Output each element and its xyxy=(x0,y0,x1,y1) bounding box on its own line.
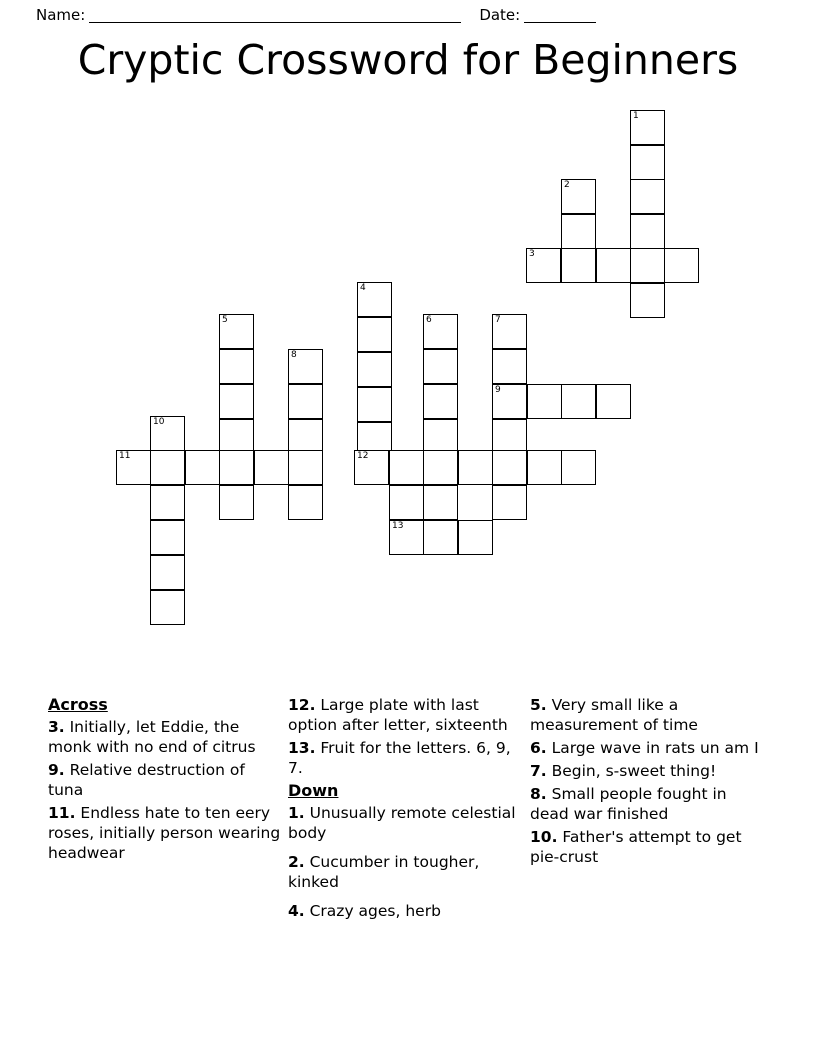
grid-cell[interactable] xyxy=(492,485,527,520)
clue-text: Relative destruction of tuna xyxy=(48,761,245,799)
clue-number: 6. xyxy=(530,739,547,757)
grid-cell[interactable] xyxy=(527,450,562,485)
grid-cell[interactable] xyxy=(423,450,458,485)
clue-number: 2. xyxy=(288,853,305,871)
grid-cell[interactable] xyxy=(492,419,527,454)
clue-text: Initially, let Eddie, the monk with no end of citrus xyxy=(48,718,256,756)
clue-number: 8. xyxy=(530,785,547,803)
grid-cell[interactable] xyxy=(630,248,665,283)
clue-number: 5. xyxy=(530,696,547,714)
clue-text: Very small like a measurement of time xyxy=(530,696,698,734)
grid-cell[interactable] xyxy=(219,349,254,384)
clues-section xyxy=(0,695,816,995)
grid-cell[interactable] xyxy=(526,248,561,283)
grid-cell[interactable] xyxy=(423,314,458,349)
clue-down-4 xyxy=(288,901,518,921)
grid-cell-number: 1 xyxy=(633,111,639,121)
grid-cell[interactable] xyxy=(630,283,665,318)
grid-cell-number: 6 xyxy=(426,315,432,325)
grid-cell-number: 5 xyxy=(222,315,228,325)
grid-cell[interactable] xyxy=(357,352,392,387)
clue-text: Large plate with last option after letter, sixteenth xyxy=(288,696,508,734)
clue-down-1 xyxy=(288,803,518,843)
clue-text: Endless hate to ten eery roses, initially person wearing headwear xyxy=(48,804,281,862)
clue-across-9 xyxy=(48,760,284,800)
grid-cell[interactable] xyxy=(185,450,220,485)
clue-down-2 xyxy=(288,852,518,892)
grid-cell[interactable] xyxy=(423,520,458,555)
grid-cell-number: 10 xyxy=(153,417,165,427)
grid-cell-number: 12 xyxy=(357,451,369,461)
grid-cell[interactable] xyxy=(150,485,185,520)
grid-cell[interactable] xyxy=(150,416,185,451)
clue-down-10 xyxy=(530,827,765,867)
grid-cell[interactable] xyxy=(288,450,323,485)
clue-down-5 xyxy=(530,695,765,735)
grid-cell[interactable] xyxy=(561,179,596,214)
grid-cell-number: 7 xyxy=(495,315,501,325)
clue-across-13 xyxy=(288,738,518,778)
grid-cell[interactable] xyxy=(150,555,185,590)
clue-number: 11. xyxy=(48,804,76,822)
grid-cell[interactable] xyxy=(596,384,631,419)
grid-cell[interactable] xyxy=(219,314,254,349)
clue-text: Begin, s-sweet thing! xyxy=(546,762,717,780)
clue-number: 1. xyxy=(288,804,305,822)
grid-cell[interactable] xyxy=(288,419,323,454)
grid-cell[interactable] xyxy=(150,590,185,625)
grid-cell[interactable] xyxy=(219,384,254,419)
grid-cell[interactable] xyxy=(219,485,254,520)
grid-cell[interactable] xyxy=(596,248,631,283)
grid-cell[interactable] xyxy=(389,520,424,555)
clue-text: Small people fought in dead war finished xyxy=(530,785,727,823)
grid-cell[interactable] xyxy=(357,282,392,317)
grid-cell[interactable] xyxy=(288,384,323,419)
grid-cell[interactable] xyxy=(561,214,596,249)
grid-cell[interactable] xyxy=(458,450,493,485)
date-label: Date: xyxy=(479,6,521,24)
clue-number: 3. xyxy=(48,718,65,736)
grid-cell[interactable] xyxy=(630,179,665,214)
grid-cell[interactable] xyxy=(492,314,527,349)
grid-cell[interactable] xyxy=(219,450,254,485)
clue-number: 12. xyxy=(288,696,316,714)
grid-cell[interactable] xyxy=(357,317,392,352)
grid-cell[interactable] xyxy=(423,419,458,454)
grid-cell[interactable] xyxy=(219,419,254,454)
grid-cell[interactable] xyxy=(423,349,458,384)
grid-cell[interactable] xyxy=(630,214,665,249)
grid-cell-number: 3 xyxy=(529,249,535,259)
clue-number: 9. xyxy=(48,761,65,779)
down-heading: Down xyxy=(288,781,339,800)
grid-cell[interactable] xyxy=(288,349,323,384)
grid-cell[interactable] xyxy=(354,450,389,485)
form-header xyxy=(0,0,816,30)
clues-column-2 xyxy=(288,695,518,924)
grid-cell[interactable] xyxy=(150,520,185,555)
grid-cell[interactable] xyxy=(527,384,562,419)
clue-number: 13. xyxy=(288,739,316,757)
clues-column-1 xyxy=(48,695,284,866)
grid-cell[interactable] xyxy=(458,520,493,555)
clue-text: Unusually remote celestial body xyxy=(288,804,516,842)
grid-cell[interactable] xyxy=(150,450,185,485)
name-input-line[interactable] xyxy=(89,8,461,23)
across-heading: Across xyxy=(48,695,108,714)
grid-cell[interactable] xyxy=(254,450,289,485)
clue-text: Father's attempt to get pie-crust xyxy=(530,828,742,866)
grid-cell-number: 2 xyxy=(564,180,570,190)
grid-cell[interactable] xyxy=(288,485,323,520)
clues-column-3 xyxy=(530,695,765,870)
clue-number: 4. xyxy=(288,902,305,920)
grid-cell[interactable] xyxy=(492,450,527,485)
grid-cell[interactable] xyxy=(357,387,392,422)
grid-cell[interactable] xyxy=(116,450,151,485)
name-label: Name: xyxy=(36,6,86,24)
clue-text: Cucumber in tougher, kinked xyxy=(288,853,480,891)
grid-cell[interactable] xyxy=(630,110,665,145)
clue-across-12 xyxy=(288,695,518,735)
clue-across-11 xyxy=(48,803,284,863)
grid-cell-number: 13 xyxy=(392,521,404,531)
grid-cell[interactable] xyxy=(423,485,458,520)
clue-text: Fruit for the letters. 6, 9, 7. xyxy=(288,739,511,777)
date-input-line[interactable] xyxy=(524,8,596,23)
grid-cell-number: 4 xyxy=(360,283,366,293)
grid-cell[interactable] xyxy=(492,349,527,384)
clue-down-7 xyxy=(530,761,765,781)
grid-cell[interactable] xyxy=(630,145,665,180)
clue-down-6 xyxy=(530,738,765,758)
clue-text: Crazy ages, herb xyxy=(304,902,441,920)
grid-cell-number: 8 xyxy=(291,350,297,360)
clue-number: 7. xyxy=(530,762,547,780)
grid-cell[interactable] xyxy=(561,384,596,419)
clue-across-3 xyxy=(48,717,284,757)
clue-number: 10. xyxy=(530,828,558,846)
clue-down-8 xyxy=(530,784,765,824)
grid-cell[interactable] xyxy=(389,485,424,520)
grid-cell[interactable] xyxy=(561,450,596,485)
page-title: Cryptic Crossword for Beginners xyxy=(77,36,739,84)
crossword-grid[interactable] xyxy=(0,108,816,648)
grid-cell-number: 11 xyxy=(119,451,131,461)
grid-cell-number: 9 xyxy=(495,385,501,395)
grid-cell[interactable] xyxy=(664,248,699,283)
grid-cell[interactable] xyxy=(389,450,424,485)
clue-text: Large wave in rats un am I xyxy=(546,739,759,757)
grid-cell[interactable] xyxy=(492,384,527,419)
grid-cell[interactable] xyxy=(423,384,458,419)
grid-cell[interactable] xyxy=(561,248,596,283)
